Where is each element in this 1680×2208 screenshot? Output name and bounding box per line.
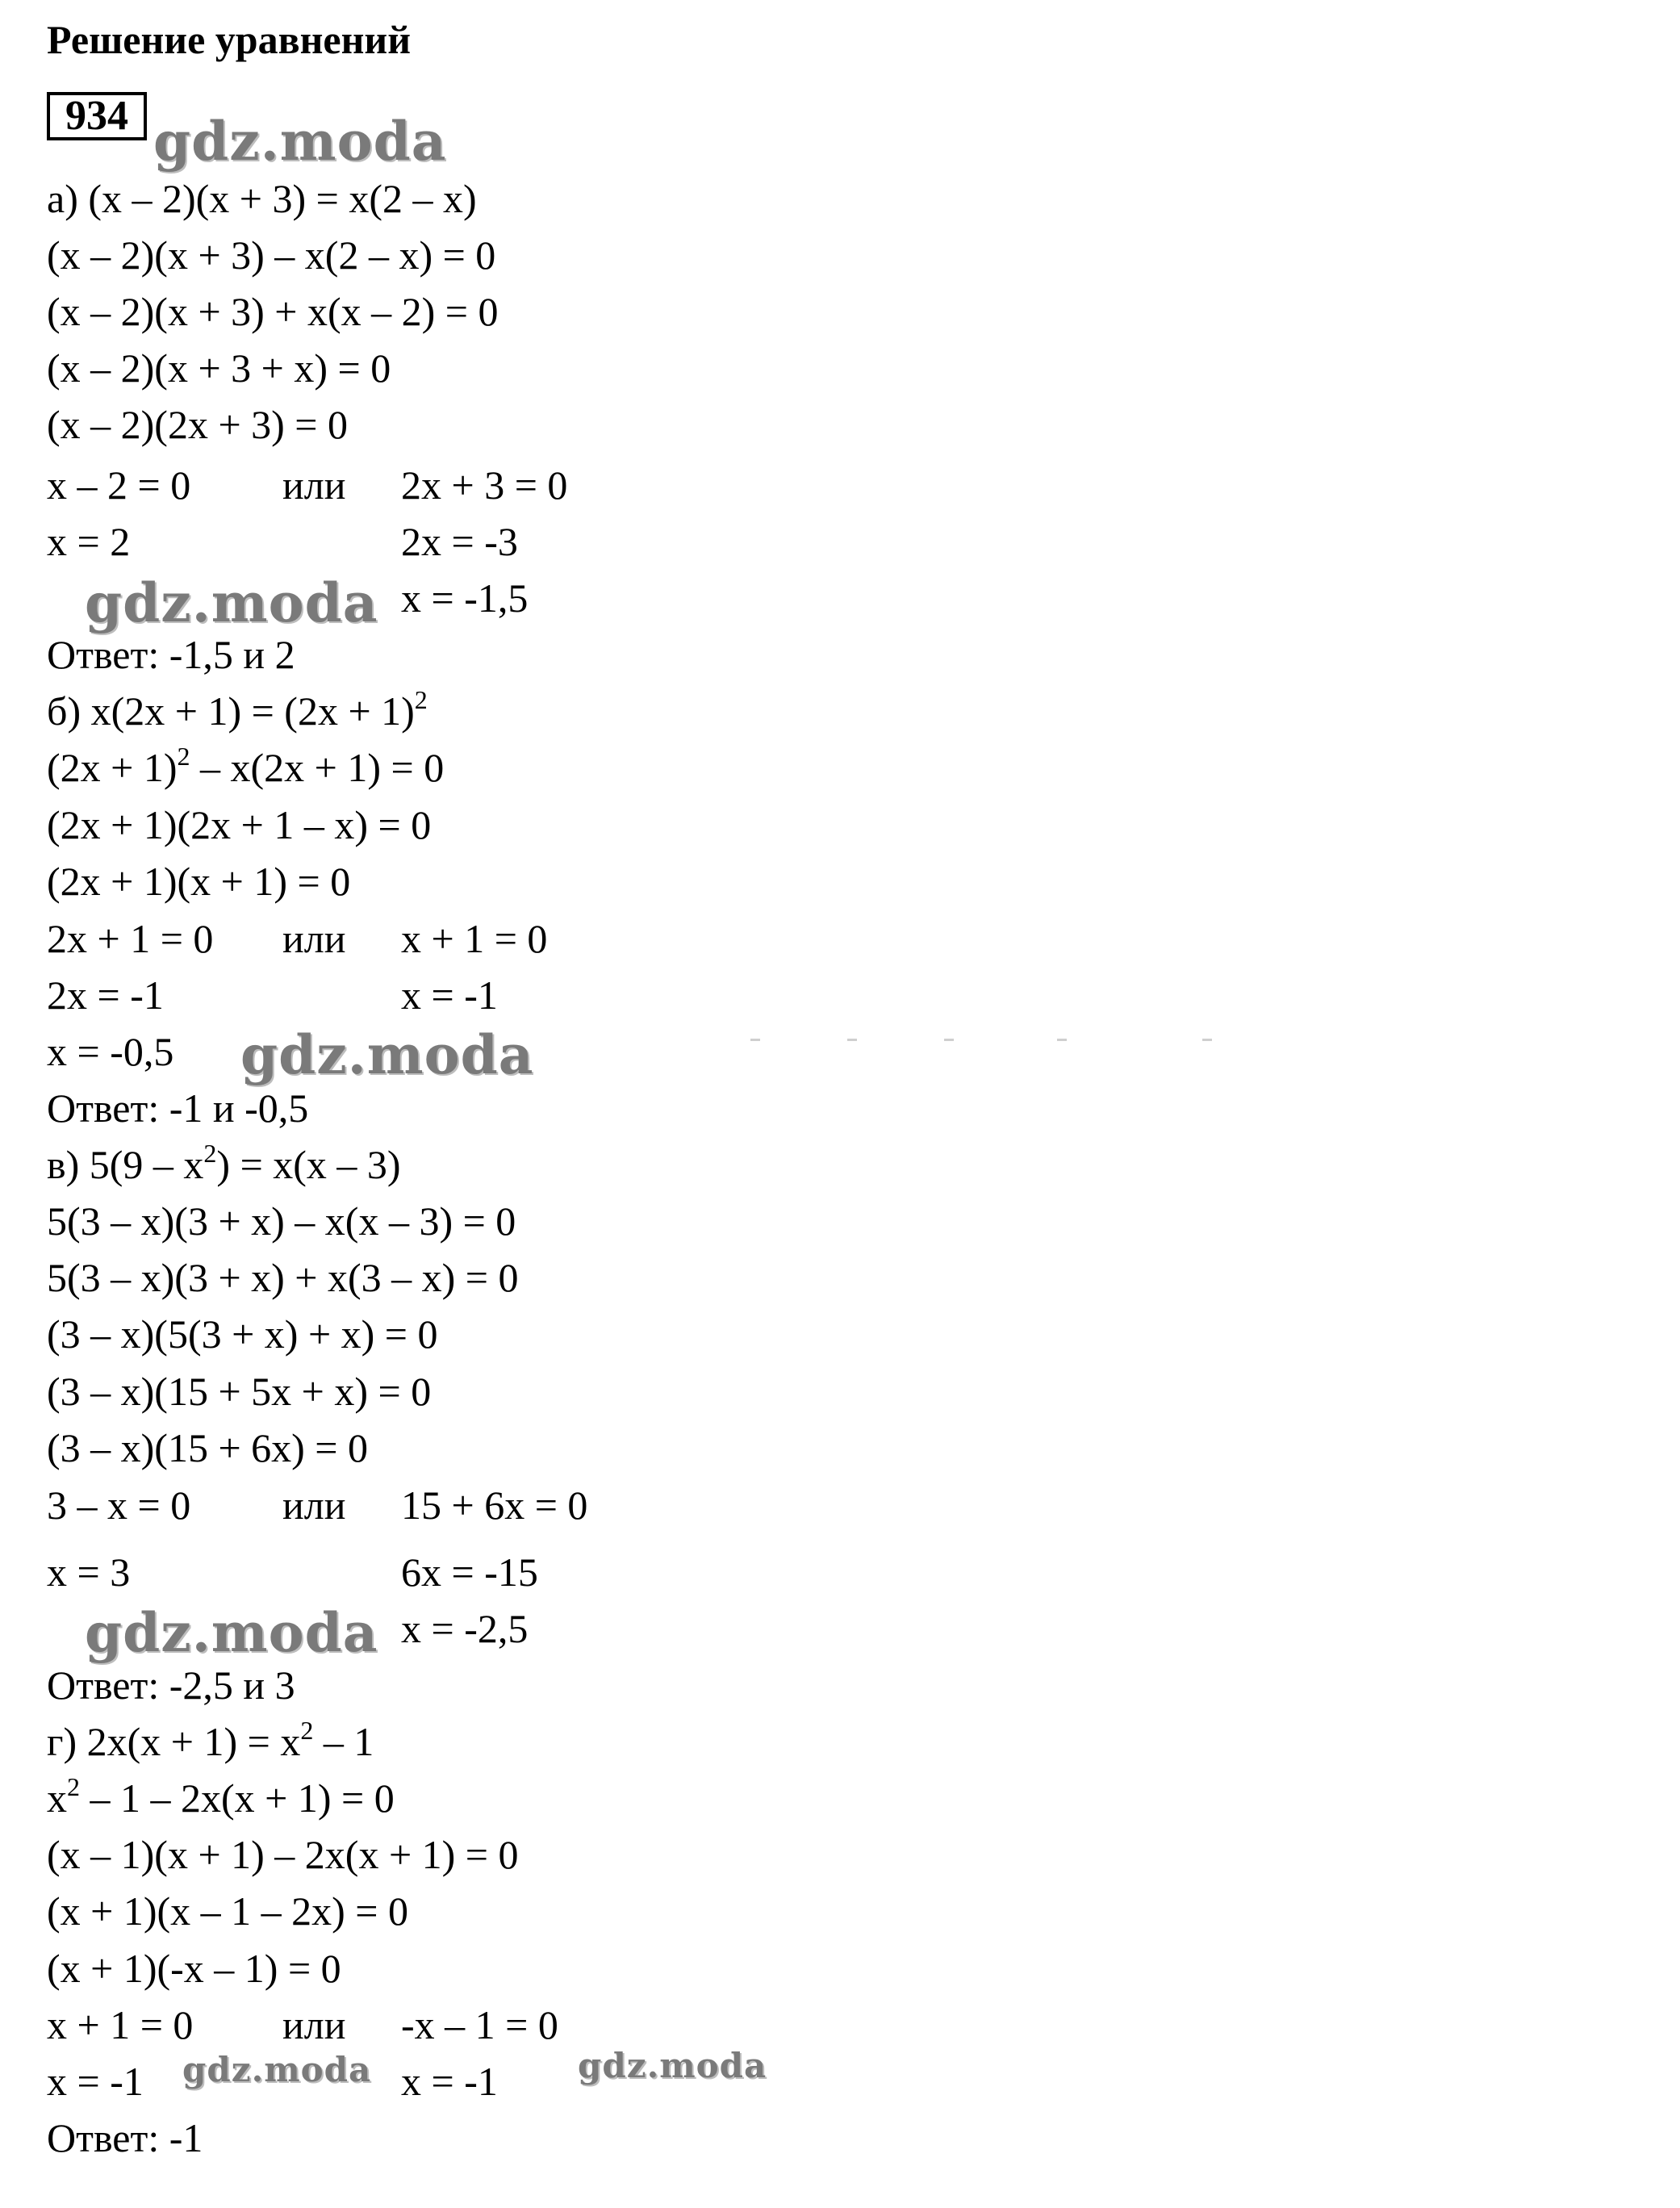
equation-text: x = 3	[47, 1549, 131, 1595]
task-number-box: 934	[47, 92, 147, 140]
equation-line	[47, 857, 350, 905]
equation-text: 2x = -1	[47, 972, 164, 1018]
equation-line	[47, 400, 348, 449]
equation-right-column: 6x = -15	[401, 1549, 538, 1595]
equation-line	[47, 1548, 130, 1596]
equation-line	[47, 687, 428, 735]
equation-text: (2x + 1)	[47, 745, 178, 790]
equation-text: x = -0,5	[47, 1029, 174, 1074]
or-word: или	[282, 462, 346, 508]
exponent: 2	[414, 685, 428, 715]
equation-line	[47, 743, 444, 792]
equation-text-tail: – 1 – 2x(x + 1) = 0	[80, 1775, 395, 1821]
equation-text: Ответ: -1	[47, 2115, 203, 2160]
equation-right-column: 15 + 6x = 0	[401, 1482, 588, 1528]
equation-text: (x – 1)(x + 1) – 2x(x + 1) = 0	[47, 1832, 519, 1877]
equation-text: а) (x – 2)(x + 3) = x(2 – x)	[47, 176, 477, 221]
equation-text-tail: ) = x(x – 3)	[216, 1142, 401, 1187]
equation-line	[47, 1830, 519, 1879]
or-word: или	[282, 1482, 346, 1528]
equation-line	[47, 2001, 193, 2049]
scan-artifact-dashes	[750, 1039, 1218, 1042]
equation-line	[47, 2057, 144, 2106]
equation-right-column: 2x + 3 = 0	[401, 462, 568, 508]
equation-line	[47, 517, 130, 566]
equation-text: x	[47, 1775, 67, 1821]
equation-text: x + 1 = 0	[47, 2002, 194, 2047]
equation-line	[47, 344, 391, 392]
equation-line	[47, 1310, 438, 1358]
equation-text: б) x(2x + 1) = (2x + 1)	[47, 688, 415, 734]
equation-text: (x + 1)(-x – 1) = 0	[47, 1946, 341, 1991]
equation-line	[47, 1197, 516, 1245]
equation-line	[47, 1140, 401, 1189]
equation-text: 3 – x = 0	[47, 1482, 191, 1528]
equation-text: (3 – x)(15 + 6x) = 0	[47, 1425, 368, 1470]
equation-line	[47, 801, 431, 849]
equation-right-column: -x – 1 = 0	[401, 2002, 558, 2047]
exponent: 2	[177, 742, 190, 772]
equation-line	[47, 287, 499, 336]
equation-right-column: 2x = -3	[401, 519, 518, 564]
equation-line	[47, 1424, 368, 1472]
equation-line	[47, 1661, 295, 1709]
equation-text: x = -1	[47, 2059, 144, 2104]
equation-text: 5(3 – x)(3 + x) – x(x – 3) = 0	[47, 1198, 516, 1244]
equation-line	[47, 914, 213, 963]
equation-text: x = 2	[47, 519, 131, 564]
equation-text-tail: – 1	[313, 1719, 374, 1764]
equation-text: (x – 2)(x + 3 + x) = 0	[47, 345, 391, 391]
equation-right-column: x = -1	[401, 2059, 498, 2104]
equation-line	[47, 1774, 395, 1822]
equation-line	[47, 231, 495, 279]
watermark: gdz.moda	[85, 571, 378, 634]
equation-text: Ответ: -1 и -0,5	[47, 1085, 309, 1131]
equation-line	[47, 1944, 341, 1993]
equation-right-column: x = -2,5	[401, 1606, 529, 1651]
watermark: gdz.moda	[182, 2050, 372, 2089]
equation-text: 2x + 1 = 0	[47, 916, 214, 961]
watermark: gdz.moda	[153, 110, 447, 173]
equation-line	[47, 1717, 374, 1766]
equation-right-column: x = -1,5	[401, 575, 529, 621]
watermark: gdz.moda	[578, 2046, 767, 2085]
exponent: 2	[67, 1772, 80, 1802]
equation-text-tail: – x(2x + 1) = 0	[190, 745, 445, 790]
equation-line	[47, 174, 477, 223]
equation-text: (x – 2)(x + 3) + x(x – 2) = 0	[47, 289, 499, 334]
equation-line	[47, 1084, 308, 1132]
equation-text: (3 – x)(15 + 5x + x) = 0	[47, 1369, 432, 1414]
equation-right-column: x + 1 = 0	[401, 916, 548, 961]
equation-line	[47, 1027, 173, 1076]
equation-line	[47, 1367, 431, 1416]
equation-line	[47, 1253, 519, 1302]
equation-line	[47, 461, 190, 509]
equation-text: (2x + 1)(x + 1) = 0	[47, 859, 351, 904]
page-title: Решение уравнений	[47, 17, 412, 62]
or-word: или	[282, 916, 346, 961]
equation-text: Ответ: -1,5 и 2	[47, 632, 295, 677]
equation-line	[47, 630, 295, 679]
equation-text: (x – 2)(x + 3) – x(2 – x) = 0	[47, 232, 496, 278]
equation-text: (x – 2)(2x + 3) = 0	[47, 402, 348, 447]
equation-text: x – 2 = 0	[47, 462, 191, 508]
equation-line	[47, 1887, 408, 1935]
watermark: gdz.moda	[240, 1023, 534, 1086]
watermark: gdz.moda	[85, 1601, 378, 1664]
equation-line	[47, 2114, 203, 2162]
equation-text: (3 – x)(5(3 + x) + x) = 0	[47, 1311, 438, 1357]
equation-line	[47, 971, 164, 1019]
equation-text: г) 2x(x + 1) = x	[47, 1719, 301, 1764]
exponent: 2	[203, 1139, 217, 1169]
equation-text: (2x + 1)(2x + 1 – x) = 0	[47, 802, 432, 847]
exponent: 2	[300, 1716, 314, 1746]
equation-text: 5(3 – x)(3 + x) + x(3 – x) = 0	[47, 1255, 519, 1300]
or-word: или	[282, 2002, 346, 2047]
equation-text: (x + 1)(x – 1 – 2x) = 0	[47, 1888, 408, 1934]
equation-text: Ответ: -2,5 и 3	[47, 1662, 295, 1708]
equation-text: в) 5(9 – x	[47, 1142, 204, 1187]
equation-line	[47, 1481, 190, 1529]
equation-right-column: x = -1	[401, 972, 498, 1018]
